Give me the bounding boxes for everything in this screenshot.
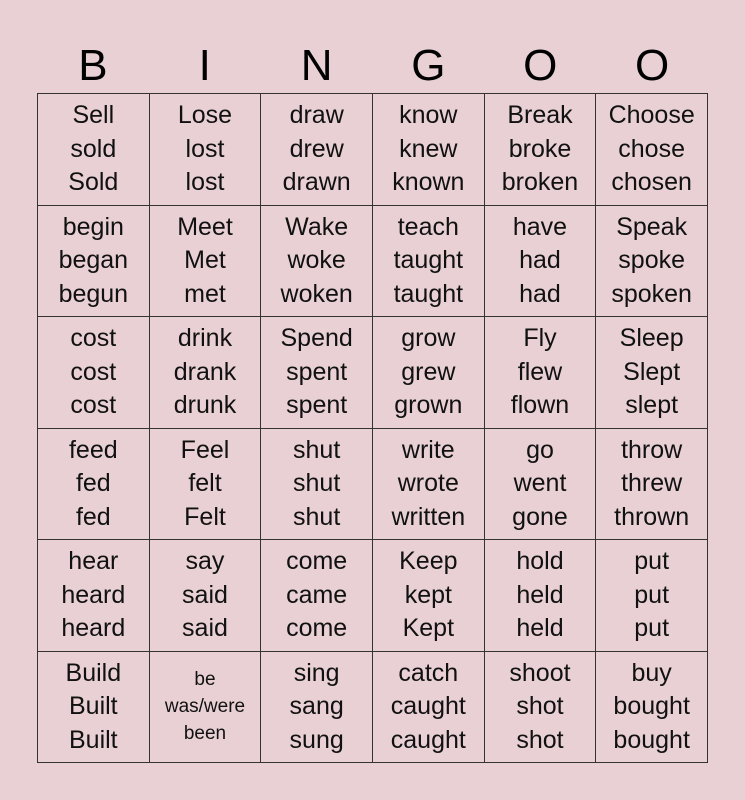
bingo-cell[interactable] — [38, 94, 150, 206]
header-letter-o: O — [523, 41, 558, 90]
cell-text: Speak spoke spoken — [611, 212, 692, 308]
bingo-header — [37, 38, 708, 94]
cell-text: draw drew drawn — [282, 101, 351, 196]
bingo-cell[interactable] — [150, 429, 262, 541]
bingo-cell[interactable] — [373, 540, 485, 652]
cell-text: sing sang sung — [289, 658, 344, 754]
bingo-cell[interactable] — [150, 206, 262, 318]
cell-text: drink drank drunk — [173, 324, 237, 419]
bingo-cell[interactable] — [261, 206, 373, 318]
bingo-cell[interactable] — [150, 317, 262, 429]
cell-text: Spend spent spent — [280, 324, 353, 419]
bingo-cell[interactable] — [596, 94, 708, 206]
bingo-cell[interactable] — [485, 652, 597, 764]
bingo-cell[interactable] — [373, 429, 485, 541]
cell-text: buy bought bought — [613, 658, 690, 754]
cell-text: shut shut shut — [293, 435, 341, 531]
cell-text: shoot shot shot — [509, 658, 571, 754]
cell-text: hold held held — [516, 547, 564, 642]
cell-text: be was/were been — [164, 669, 246, 745]
cell-text: Choose chose chosen — [608, 101, 695, 196]
header-letter-n: N — [300, 41, 333, 90]
cell-text: catch caught caught — [390, 658, 466, 754]
bingo-cell[interactable] — [596, 317, 708, 429]
bingo-cell[interactable] — [38, 540, 150, 652]
bingo-cell[interactable] — [38, 317, 150, 429]
cell-text: feed fed fed — [68, 435, 118, 531]
bingo-cell[interactable] — [596, 429, 708, 541]
cell-text: Keep kept Kept — [399, 547, 458, 642]
header-letter-g: G — [411, 41, 446, 90]
bingo-cell[interactable] — [38, 652, 150, 764]
bingo-cell[interactable] — [596, 540, 708, 652]
bingo-cell[interactable] — [261, 429, 373, 541]
cell-text: cost cost cost — [70, 324, 117, 419]
cell-text: Build Built Built — [65, 658, 122, 754]
cell-text: throw threw thrown — [614, 435, 690, 531]
cell-text: begin began begun — [58, 212, 129, 308]
cell-text: go went gone — [512, 435, 568, 531]
header-letter-b: B — [78, 41, 108, 90]
bingo-cell[interactable] — [373, 317, 485, 429]
cell-text: grow grew grown — [394, 324, 463, 419]
bingo-cell[interactable] — [373, 94, 485, 206]
cell-text: hear heard heard — [61, 547, 126, 642]
bingo-cell[interactable] — [485, 206, 597, 318]
cell-text: Meet Met met — [177, 212, 233, 308]
bingo-cell[interactable] — [261, 540, 373, 652]
bingo-cell[interactable] — [261, 317, 373, 429]
cell-text: have had had — [512, 212, 568, 308]
bingo-cell[interactable] — [38, 206, 150, 318]
cell-text: Sell sold Sold — [68, 101, 119, 196]
cell-text: Wake woke woken — [280, 212, 353, 308]
cell-text: say said said — [182, 547, 228, 642]
cell-text: know knew known — [392, 101, 465, 196]
bingo-grid — [37, 93, 708, 763]
cell-text: Break broke broken — [501, 101, 579, 196]
bingo-cell[interactable] — [150, 540, 262, 652]
bingo-cell[interactable] — [261, 652, 373, 764]
cell-text: Sleep Slept slept — [619, 324, 684, 419]
bingo-cell[interactable] — [596, 206, 708, 318]
cell-text: Lose lost lost — [177, 101, 233, 196]
bingo-cell[interactable] — [485, 94, 597, 206]
bingo-cell[interactable] — [596, 652, 708, 764]
bingo-cell[interactable] — [373, 206, 485, 318]
header-letter-o-2: O — [634, 41, 670, 90]
bingo-cell[interactable] — [485, 429, 597, 541]
header-letter-i: I — [198, 41, 211, 90]
bingo-cell[interactable] — [485, 317, 597, 429]
bingo-cell[interactable] — [38, 429, 150, 541]
cell-text: teach taught taught — [393, 212, 464, 308]
bingo-cell[interactable] — [373, 652, 485, 764]
bingo-cell[interactable] — [261, 94, 373, 206]
cell-text: Fly flew flown — [510, 324, 570, 419]
cell-text: Feel felt Felt — [180, 435, 230, 531]
bingo-cell[interactable] — [150, 94, 262, 206]
cell-text: come came come — [286, 547, 348, 642]
bingo-cell[interactable] — [150, 652, 262, 764]
bingo-cell[interactable] — [485, 540, 597, 652]
cell-text: put put put — [634, 547, 670, 642]
cell-text: write wrote written — [391, 435, 466, 531]
